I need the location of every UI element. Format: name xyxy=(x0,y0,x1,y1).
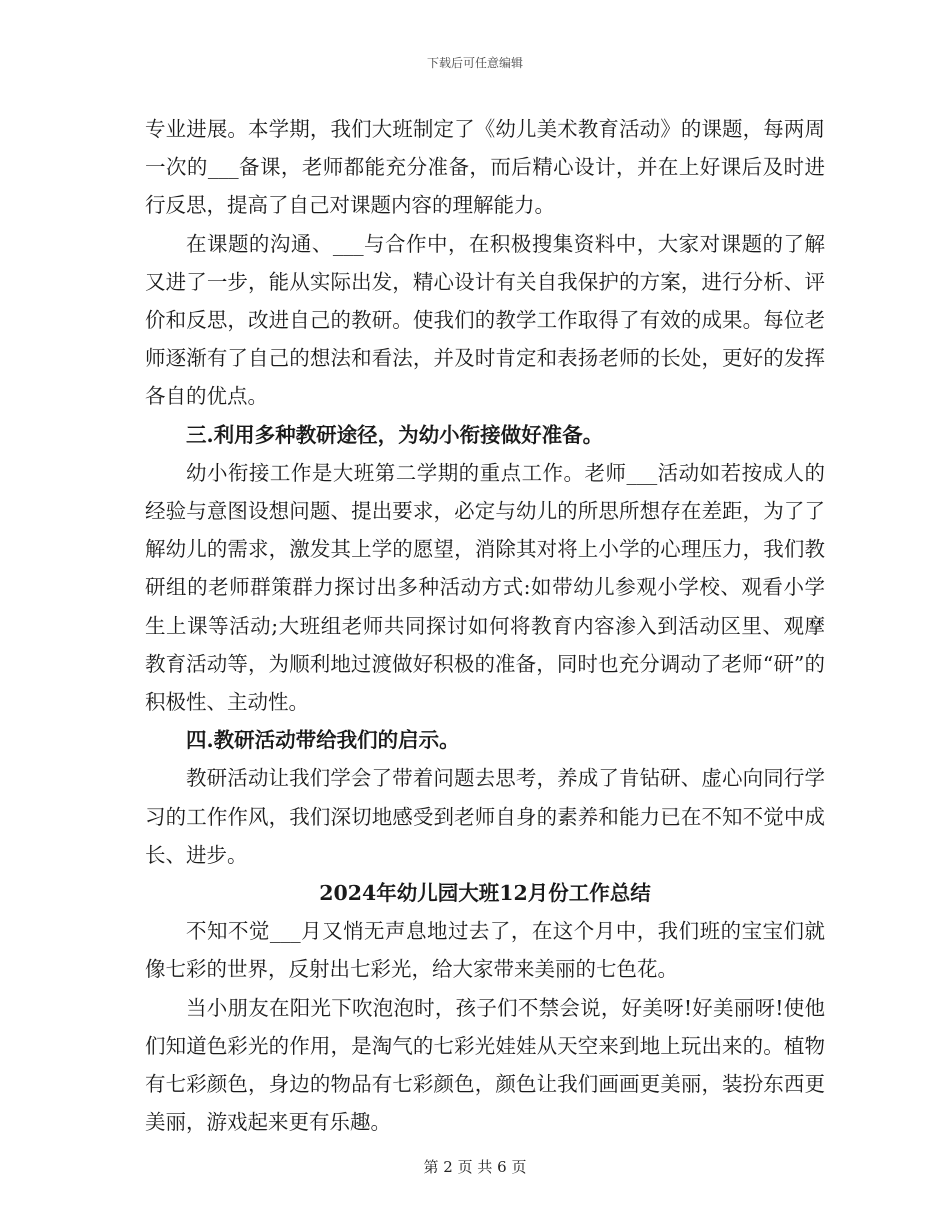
paragraph-colors: 当小朋友在阳光下吹泡泡时，孩子们不禁会说，好美呀!好美丽呀!使他们知道色彩光的作用，是淘气的七彩光娃娃从天空来到地上玩出来的。植物有七彩颜色，身边的物品有七彩颜色，颜色让我们画画更美丽，装扮东西更美丽，游戏起来更有乐趣。 xyxy=(145,995,825,1135)
paragraph-transition-work: 幼小衔接工作是大班第二学期的重点工作。老师___活动如若按成人的经验与意图设想问题、提出要求，必定与幼儿的所思所想存在差距，为了了解幼儿的需求，激发其上学的愿望，消除其对将上小学的心理压力，我们教研组的老师群策群力探讨出多种活动方式:如带幼儿参观小学校、观看小学生上课等活动;大班组老师共同探讨如何将教育内容渗入到活动区里、观摩教育活动等，为顺利地过渡做好积极的准备，同时也充分调动了老师“研”的积极性、主动性。 xyxy=(145,460,825,715)
page-header-note: 下载后可任意编辑 xyxy=(426,56,523,70)
section-heading-3: 三.利用多种教研途径，为幼小衔接做好准备。 xyxy=(186,422,604,447)
paragraph-month-intro: 不知不觉___月又悄无声息地过去了，在这个月中，我们班的宝宝们就像七彩的世界，反射出七彩光，给大家带来美丽的七色花。 xyxy=(145,919,825,982)
paragraph-enlightenment: 教研活动让我们学会了带着问题去思考，养成了肯钻研、虚心向同行学习的工作作风，我们深切地感受到老师自身的素养和能力已在不知不觉中成长、进步。 xyxy=(145,766,825,867)
paragraph-continued: 专业进展。本学期，我们大班制定了《幼儿美术教育活动》的课题，每两周一次的___备课，老师都能充分准备，而后精心设计，并在上好课后及时进行反思，提高了自己对课题内容的理解能力。 xyxy=(145,117,825,218)
document-title: 2024年幼儿园大班12月份工作总结 xyxy=(319,881,651,906)
paragraph-topic-communication: 在课题的沟通、___与合作中，在积极搜集资料中，大家对课题的了解又进了一步，能从实际出发，精心设计有关自我保护的方案，进行分析、评价和反思，改进自己的教研。使我们的教学工作取得了有效的成果。每位老师逐渐有了自己的想法和看法，并及时肯定和表扬老师的长处，更好的发挥各自的优点。 xyxy=(145,231,825,409)
section-heading-4: 四.教研活动带给我们的启示。 xyxy=(186,728,460,753)
page-number: 第 2 页 共 6 页 xyxy=(423,1158,527,1176)
document-body xyxy=(145,110,825,1141)
